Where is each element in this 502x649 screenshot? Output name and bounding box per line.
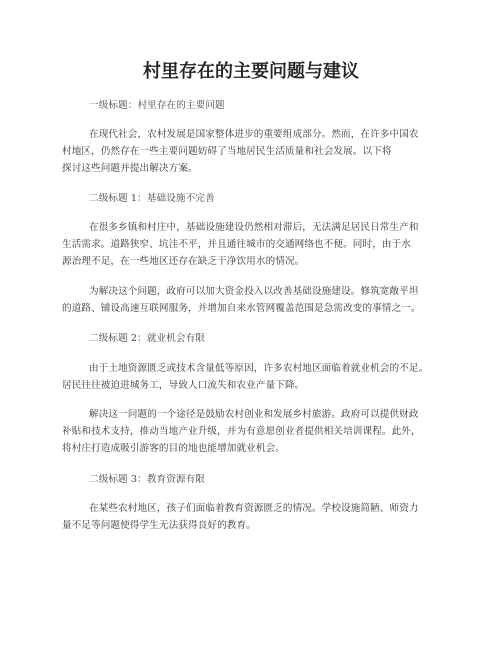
paragraph-infrastructure-solution: [62, 283, 442, 317]
paragraph-line: 解决这一问题的一个途径是鼓励农村创业和发展乡村旅游。政府可以提供财政: [89, 409, 419, 420]
heading-level-1: [62, 97, 442, 114]
heading-text: 二级标题 2：就业机会有限: [89, 333, 205, 344]
paragraph-line: 居民往往被迫进城务工，导致人口流失和农业产量下降。: [62, 380, 305, 391]
paragraph-line: 在某些农村地区，孩子们面临着教育资源匮乏的情况。学校设施简陋、师资力: [89, 503, 419, 514]
paragraph-line: 为解决这个问题，政府可以加大资金投入以改善基础设施建设。修筑宽敞平坦: [89, 286, 419, 297]
paragraph-employment-solution: [62, 406, 442, 457]
paragraph-line: 量不足等问题使得学生无法获得良好的教育。: [62, 520, 256, 531]
heading-level-2-employment: [62, 330, 442, 347]
paragraph-line: 生活需求。道路狭窄、坑洼不平，并且通往城市的交通网络也不便。同时，由于水: [62, 239, 411, 250]
paragraph-intro: [62, 126, 442, 177]
paragraph-line: 在很多乡镇和村庄中，基础设施建设仍然相对滞后，无法满足居民日常生产和: [89, 222, 419, 233]
paragraph-line: 由于土地资源匮乏或技术含量低等原因，许多农村地区面临着就业机会的不足。: [89, 363, 429, 374]
paragraph-infrastructure-problem: [62, 219, 442, 270]
paragraph-education-problem: [62, 500, 442, 534]
heading-level-2-infrastructure: [62, 190, 442, 207]
paragraph-employment-problem: [62, 360, 442, 394]
paragraph-line: 源治理不足，在一些地区还存在缺乏干净饮用水的情况。: [62, 256, 305, 267]
paragraph-line: 探讨这些问题并提出解决方案。: [62, 163, 198, 174]
paragraph-line: 在现代社会，农村发展是国家整体进步的重要组成部分。然而，在许多中国农: [89, 129, 419, 140]
paragraph-line: 将村庄打造成吸引游客的目的地也能增加就业机会。: [62, 443, 285, 454]
paragraph-line: 村地区，仍然存在一些主要问题妨碍了当地居民生活质量和社会发展。以下将: [62, 146, 392, 157]
paragraph-line: 的道路、铺设高速互联网服务，并增加自来水管网覆盖范围是急需改变的事情之一。: [62, 303, 421, 314]
heading-text: 二级标题 3：教育资源有限: [89, 474, 205, 485]
heading-text: 二级标题 1：基础设施不完善: [89, 193, 215, 204]
heading-text: 一级标题：村里存在的主要问题: [89, 100, 225, 111]
paragraph-line: 补贴和技术支持，推动当地产业升级，并为有意愿创业者提供相关培训课程。此外，: [62, 426, 421, 437]
page-title: 村里存在的主要问题与建议: [143, 61, 359, 82]
heading-level-2-education: [62, 471, 442, 488]
